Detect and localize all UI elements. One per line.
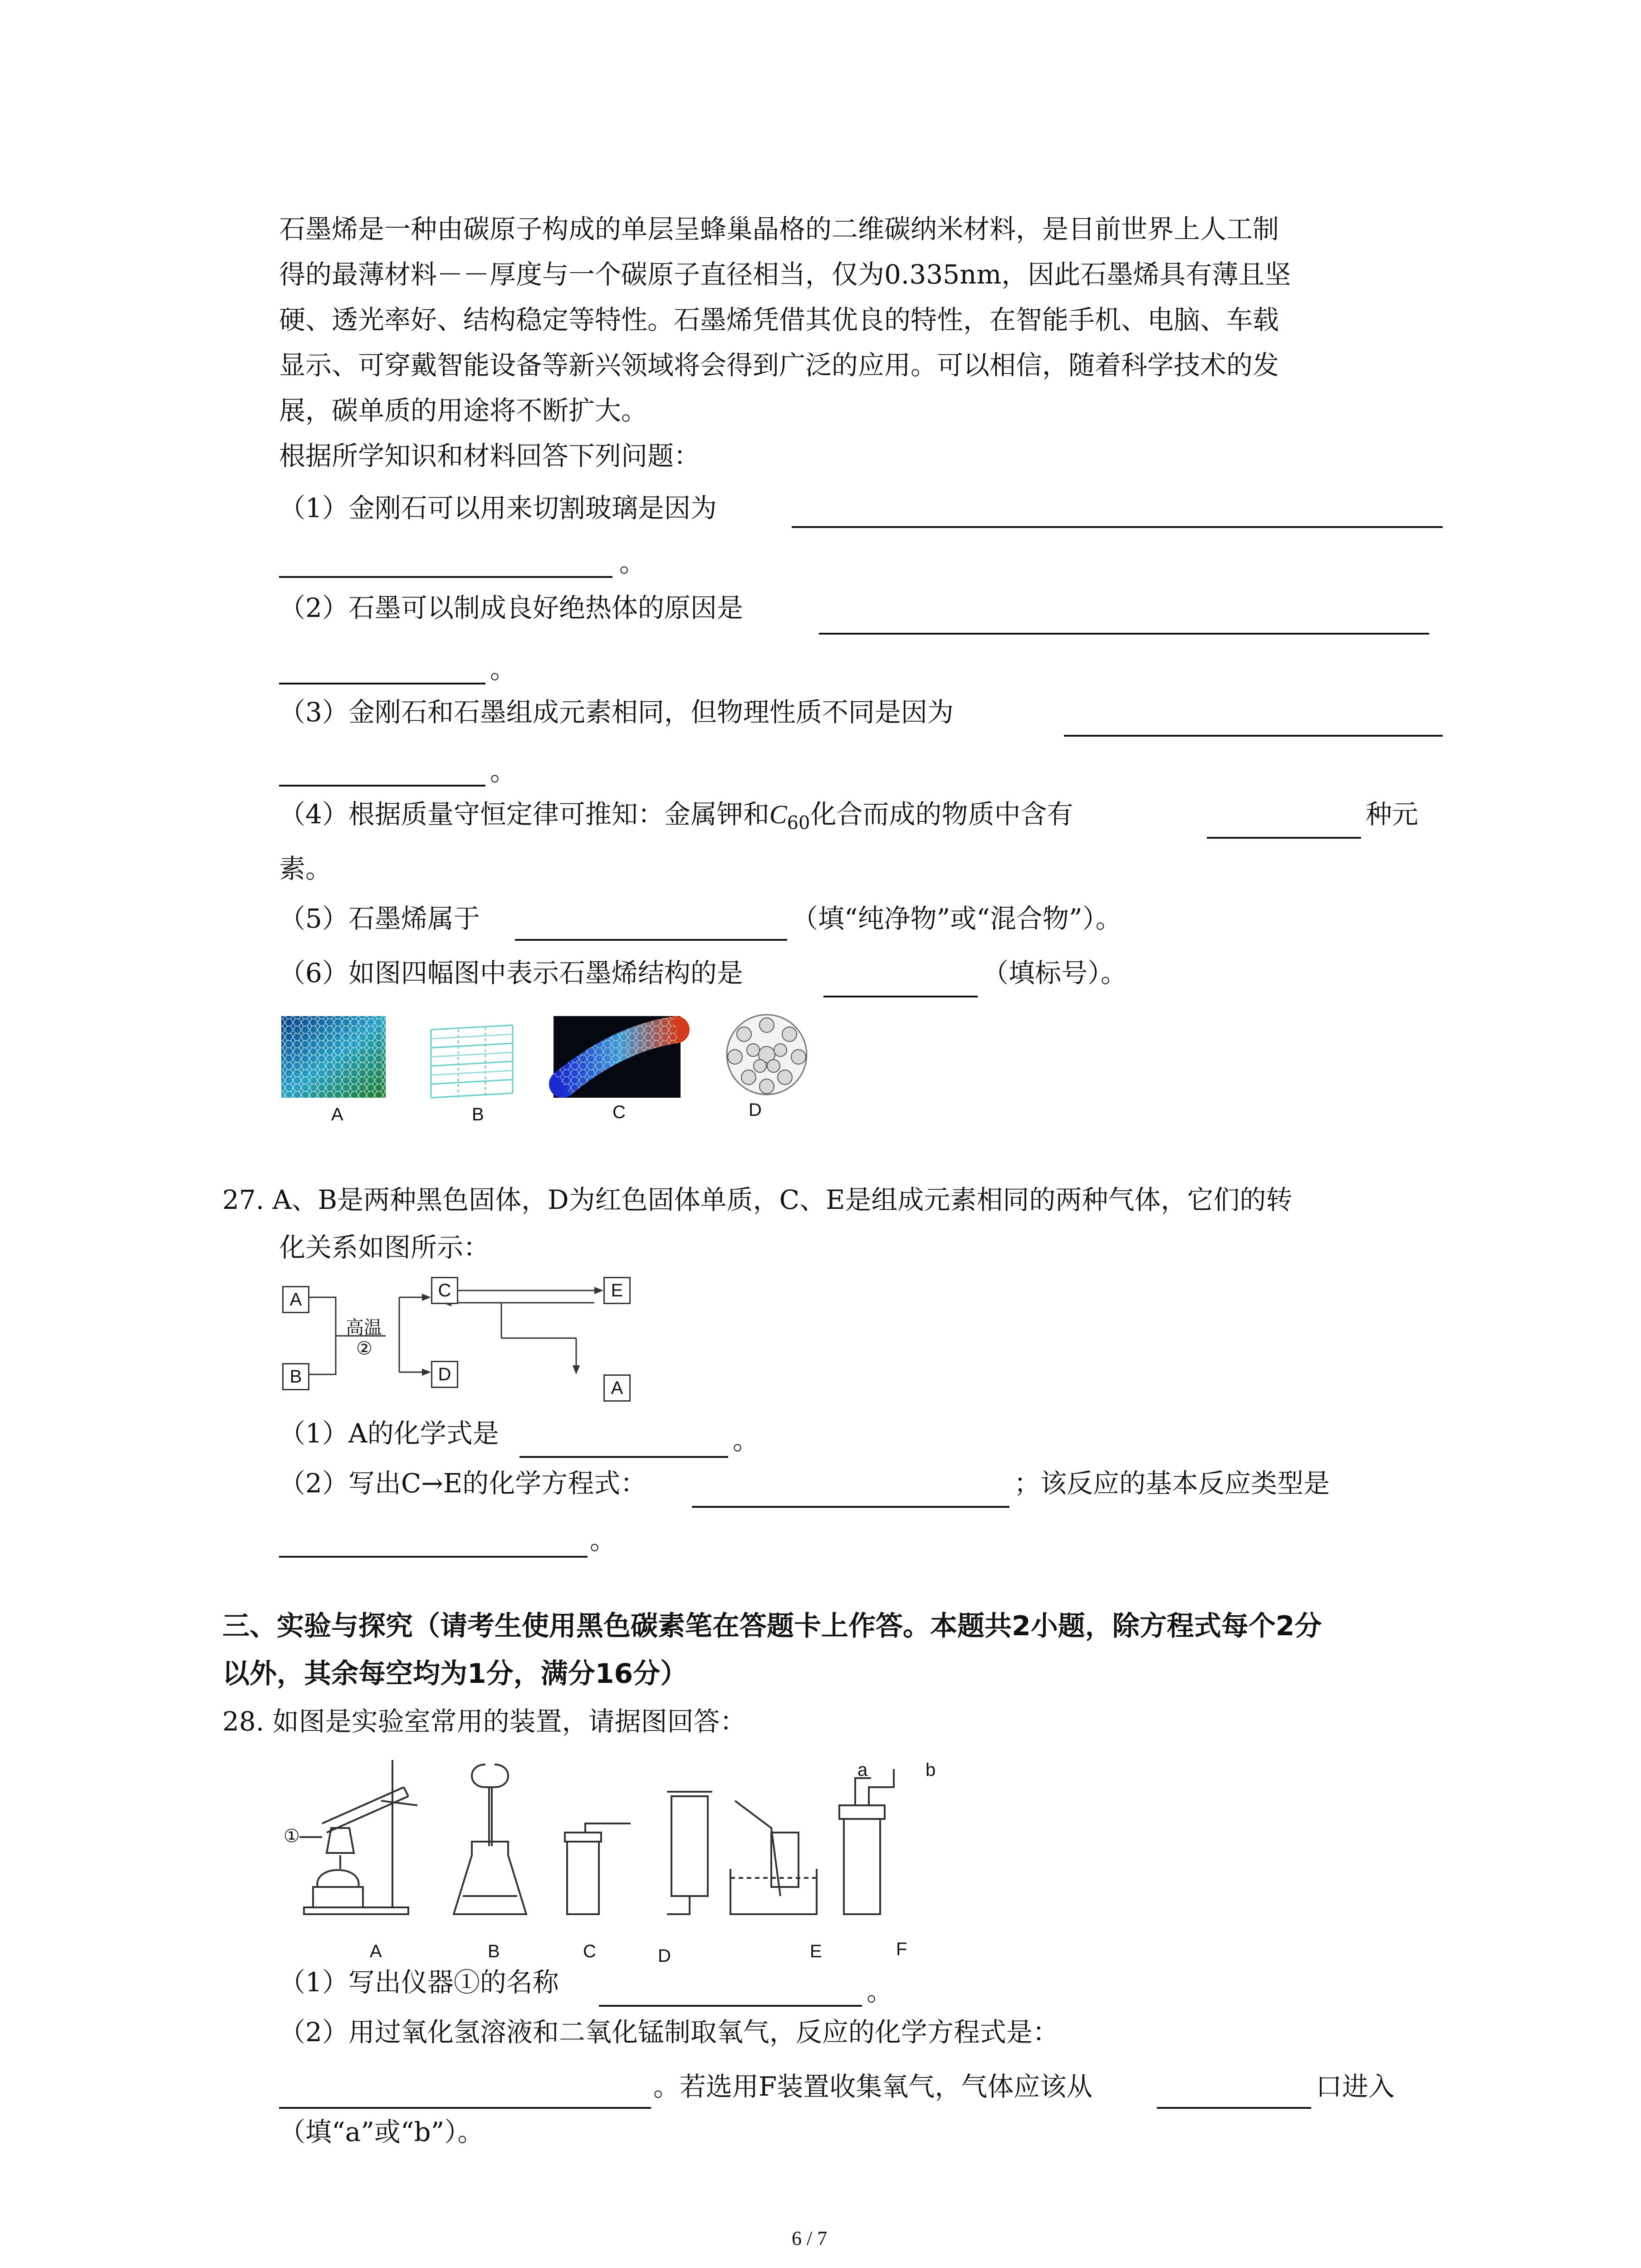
figure-d-c60-fullerene — [727, 1015, 807, 1095]
apparatus-c — [565, 1823, 631, 1914]
q26-part4-text-b: 化合而成的物质中含有 — [810, 799, 1073, 830]
q27-part2-blank-type[interactable] — [279, 1556, 588, 1558]
q26-fig-label-b: B — [472, 1105, 484, 1124]
figure-c-carbon-nanotube — [554, 1016, 681, 1098]
q28-part2-text-c: 口进入 — [1316, 2071, 1395, 2102]
q26-part5-text: （5）石墨烯属于 — [279, 903, 480, 934]
q26-part6-hint: （填标号）。 — [982, 958, 1127, 988]
q26-part3-period: 。 — [490, 756, 517, 787]
q27-stem-line-1: 27. A、B是两种黑色固体，D为红色固体单质，C、E是组成元素相同的两种气体，它们的转 — [222, 1184, 1293, 1215]
q26-part1-blank[interactable] — [792, 526, 1443, 528]
q26-part4-unit: 种元 — [1366, 799, 1419, 830]
passage-line-3: 硬、透光率好、结构稳定等特性。石墨烯凭借其优良的特性，在智能手机、电脑、车载 — [279, 304, 1279, 335]
q27-transformation-diagram — [272, 1279, 644, 1415]
q28-stem: 28. 如图是实验室常用的装置，请据图回答： — [222, 1706, 746, 1737]
q27-box-d: D — [431, 1361, 458, 1388]
q28-label-f: F — [896, 1939, 907, 1959]
passage-line-6: 根据所学知识和材料回答下列问题： — [279, 440, 700, 471]
q26-part5-blank[interactable] — [515, 939, 787, 941]
q26-fig-label-d: D — [749, 1100, 762, 1120]
page-number: 6 / 7 — [792, 2227, 828, 2249]
q27-part1-text: （1）A的化学式是 — [279, 1418, 499, 1449]
figure-b-graphite-layers — [431, 1025, 513, 1098]
q26-part5-hint: （填“纯净物”或“混合物”）。 — [792, 903, 1122, 934]
q27-part1-period: 。 — [733, 1425, 759, 1456]
q26-part4-text — [279, 798, 1073, 839]
apparatus-b — [454, 1765, 526, 1914]
q26-part3-blank-cont[interactable] — [279, 785, 485, 787]
apparatus-f — [839, 1769, 894, 1914]
q26-part3-text: （3）金刚石和石墨组成元素相同，但物理性质不同是因为 — [279, 697, 954, 728]
q27-part1-blank[interactable] — [519, 1456, 728, 1458]
q26-part1-blank-cont[interactable] — [279, 576, 612, 578]
q27-part2-text-b: ；该反应的基本反应类型是 — [1014, 1468, 1330, 1499]
q27-part2-text: （2）写出C→E的化学方程式： — [279, 1468, 647, 1499]
q27-box-b: B — [282, 1363, 309, 1390]
q28-part1-blank[interactable] — [599, 2005, 862, 2007]
q28-label-c: C — [583, 1941, 596, 1961]
q26-part4-text-a: （4）根据质量守恒定律可推知：金属钾和 — [279, 799, 769, 830]
q26-fig-label-a: A — [331, 1105, 343, 1124]
apparatus-a — [299, 1760, 417, 1914]
q26-part2-period: 。 — [490, 654, 517, 684]
q28-inlet-a: a — [857, 1760, 868, 1780]
q28-marker: ① — [284, 1826, 300, 1846]
passage-line-5: 展，碳单质的用途将不断扩大。 — [279, 395, 648, 426]
q26-part4-tail: 素。 — [279, 853, 332, 884]
q26-part4-c60-sub: 60 — [787, 812, 810, 834]
q27-box-a2: A — [603, 1374, 631, 1402]
q26-part1-period: 。 — [619, 547, 646, 578]
q26-part4-blank[interactable] — [1207, 837, 1361, 839]
q27-box-c: C — [431, 1277, 458, 1304]
apparatus-e — [730, 1801, 817, 1914]
passage-line-2: 得的最薄材料－－厚度与一个碳原子直径相当，仅为0.335nm，因此石墨烯具有薄且坚 — [279, 259, 1291, 290]
q27-condition: 高温 — [346, 1317, 382, 1338]
q28-inlet-b: b — [926, 1760, 936, 1780]
q26-part2-blank[interactable] — [819, 633, 1429, 635]
q28-part1-period: 。 — [867, 1976, 893, 2007]
q27-box-e: E — [603, 1277, 631, 1304]
section3-title-line-2: 以外，其余每空均为1分，满分16分） — [222, 1658, 688, 1690]
q26-figures — [277, 1012, 830, 1157]
q28-part2-blank-inlet[interactable] — [1157, 2107, 1311, 2109]
apparatus-d — [667, 1792, 712, 1914]
q28-part1-text: （1）写出仪器①的名称 — [279, 1967, 559, 1998]
q27-stem-line-2: 化关系如图所示： — [279, 1232, 490, 1263]
q26-part1-text: （1）金刚石可以用来切割玻璃是因为 — [279, 493, 717, 523]
passage-line-1: 石墨烯是一种由碳原子构成的单层呈蜂巢晶格的二维碳纳米材料，是目前世界上人工制 — [279, 214, 1279, 244]
q26-part4-c60: C — [769, 800, 787, 829]
q27-box-a: A — [282, 1286, 309, 1313]
figure-a-graphene-sheet — [281, 1016, 386, 1098]
q28-part2-hint: （填“a”或“b”）。 — [279, 2116, 484, 2147]
q28-part2-blank-equation[interactable] — [279, 2107, 651, 2109]
q26-part2-blank-cont[interactable] — [279, 683, 485, 684]
q28-label-e: E — [810, 1941, 822, 1961]
q28-label-d: D — [658, 1946, 671, 1966]
q26-part6-text: （6）如图四幅图中表示石墨烯结构的是 — [279, 958, 743, 988]
q28-label-b: B — [488, 1941, 500, 1961]
q28-part2-text: （2）用过氧化氢溶液和二氧化锰制取氧气，反应的化学方程式是： — [279, 2017, 1059, 2048]
section3-title-line-1: 三、实验与探究（请考生使用黑色碳素笔在答题卡上作答。本题共2小题，除方程式每个2分 — [222, 1610, 1322, 1642]
q27-condition-num: ② — [356, 1338, 372, 1359]
q26-part2-text: （2）石墨可以制成良好绝热体的原因是 — [279, 592, 743, 623]
q28-apparatus-figure — [272, 1751, 953, 1946]
q28-label-a: A — [370, 1941, 382, 1961]
q28-part2-text-b: 。若选用F装置收集氧气，气体应该从 — [653, 2071, 1093, 2102]
passage-line-4: 显示、可穿戴智能设备等新兴领域将会得到广泛的应用。可以相信，随着科学技术的发 — [279, 350, 1279, 381]
q26-fig-label-c: C — [612, 1102, 626, 1122]
q27-part2-blank[interactable] — [692, 1506, 1009, 1508]
q26-part6-blank[interactable] — [823, 996, 978, 997]
q27-part2-period: 。 — [590, 1525, 617, 1555]
q26-part3-blank[interactable] — [1064, 735, 1443, 737]
